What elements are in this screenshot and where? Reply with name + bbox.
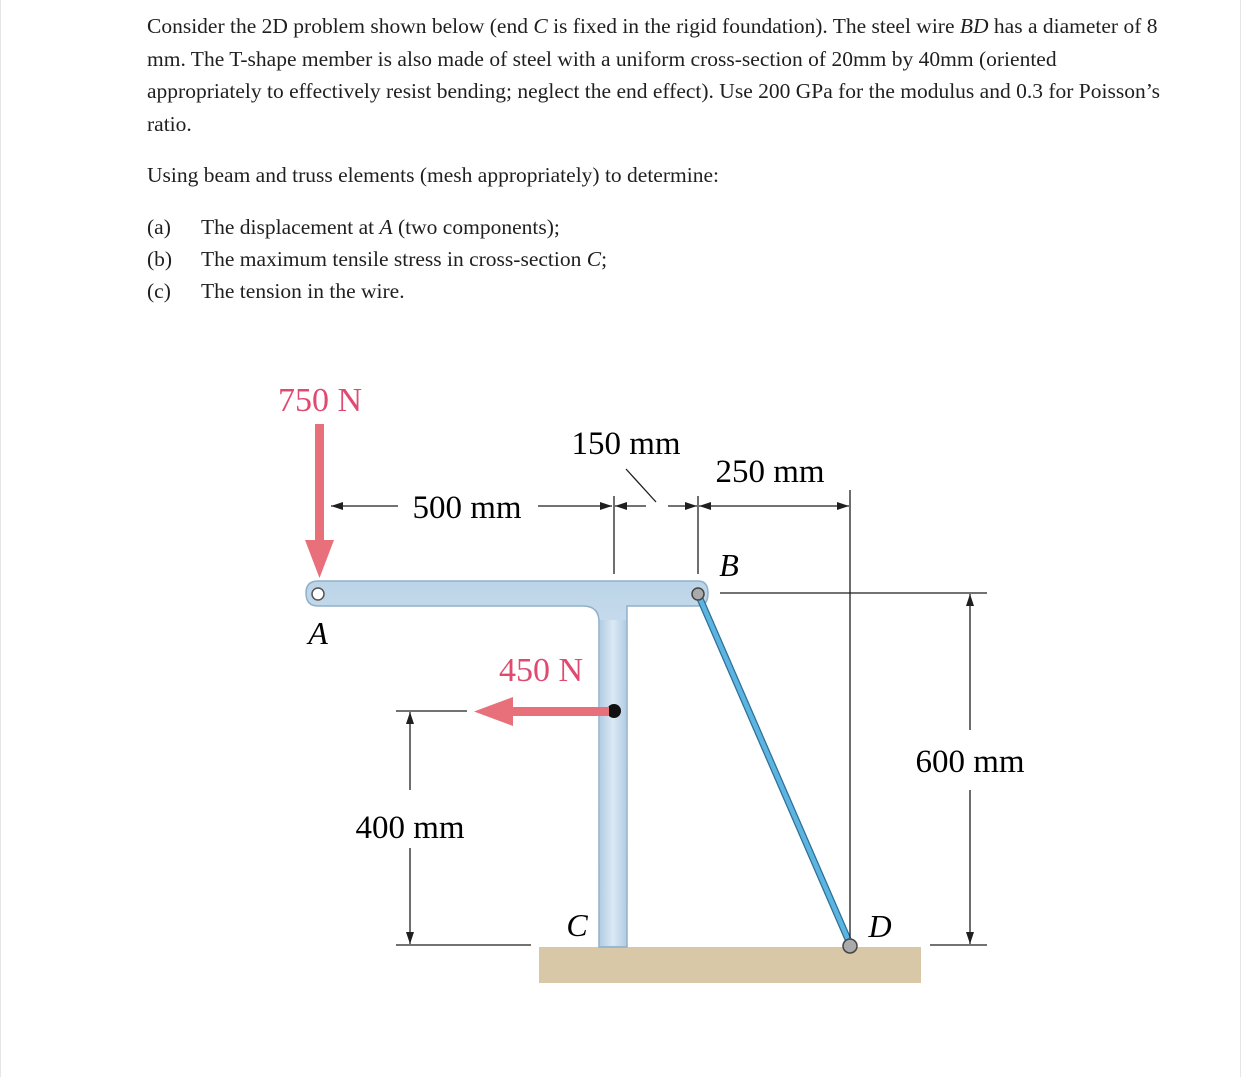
point-label-b: B <box>719 547 739 583</box>
dim-400-label: 400 mm <box>355 810 465 846</box>
load-point-dot <box>607 704 621 718</box>
wire-bd-core <box>698 594 850 944</box>
pin-d <box>843 939 857 953</box>
dim-500-label: 500 mm <box>412 490 522 526</box>
dim-600-label: 600 mm <box>915 744 1025 780</box>
load-450-label: 450 N <box>498 652 584 689</box>
load-750-arrowhead <box>305 540 334 578</box>
problem-intro: Consider the 2D problem shown below (end C is fixed in the rigid foundation). The steel wire BD has a diameter of 8 mm. The T-shape member is also made of steel with a uniform cross-section of 20mm by 40mm (oriented appropriately to effectively resist bending; neglect the end effect). Use 200 GPa for the modulus and 0.3 for Poisson’s ratio. <box>147 14 1161 136</box>
t-member <box>306 581 708 947</box>
dim-150 <box>615 469 697 506</box>
instruction: Using beam and truss elements (mesh appropriately) to determine: <box>147 163 719 187</box>
load-450-arrowhead <box>474 697 513 726</box>
dim-150-label: 150 mm <box>571 426 681 462</box>
point-label-d: D <box>868 908 892 944</box>
point-label-a: A <box>308 615 328 651</box>
load-750-label: 750 N <box>277 382 363 419</box>
dim-250-label: 250 mm <box>715 454 825 490</box>
task-item-b: (b) The maximum tensile stress in cross-section C; <box>147 246 608 271</box>
task-item-c: (c) The tension in the wire. <box>147 278 405 303</box>
task-item-a: (a) The displacement at A (two components); <box>147 214 560 239</box>
load-450-shaft <box>511 707 609 716</box>
load-750-shaft <box>315 424 324 542</box>
t-member-stem-shade <box>600 620 626 946</box>
ground-foundation <box>539 947 921 983</box>
pin-a <box>312 588 324 600</box>
point-label-c: C <box>566 907 588 943</box>
pin-b <box>692 588 704 600</box>
